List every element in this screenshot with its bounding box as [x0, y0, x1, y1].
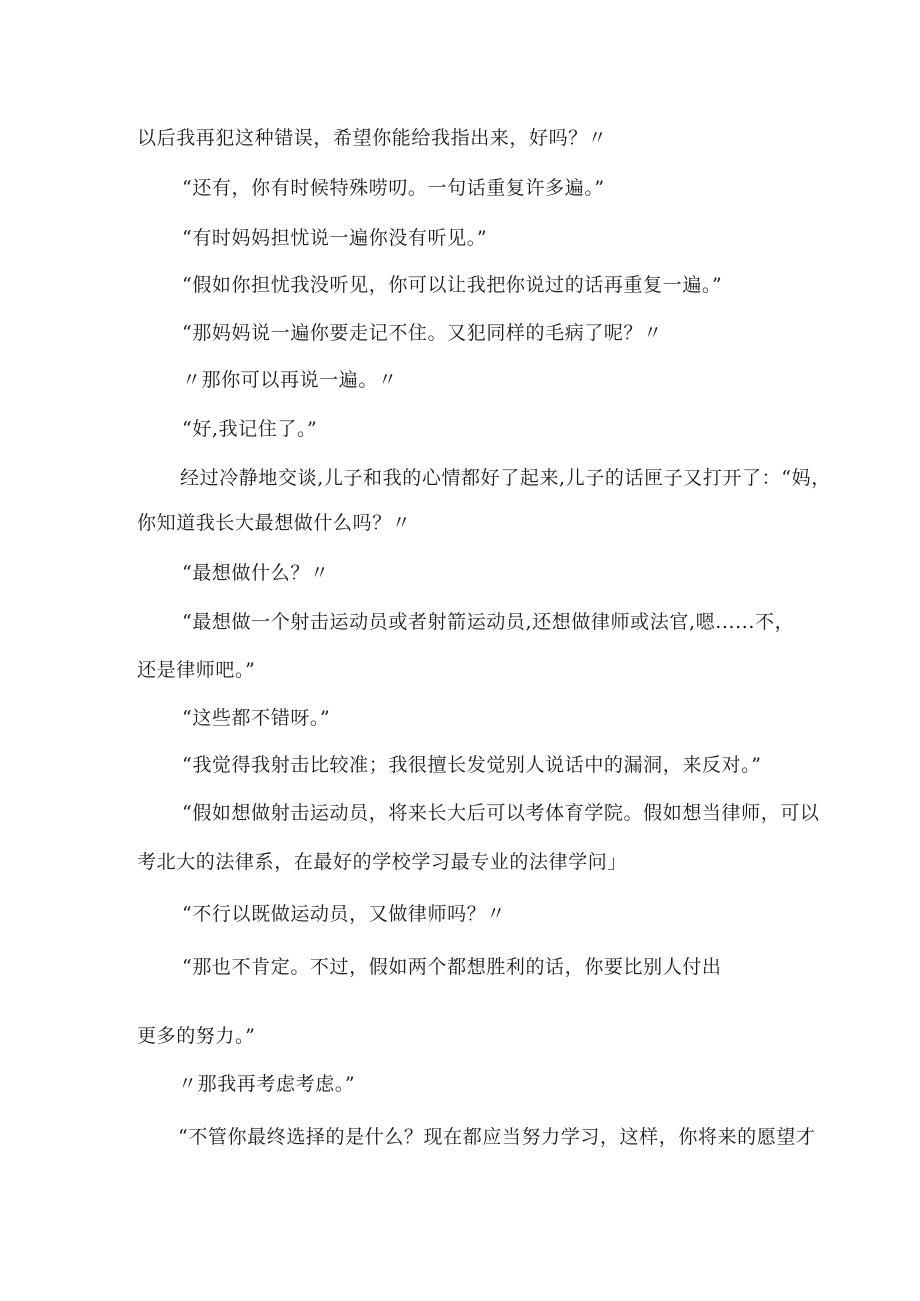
text-line: “这些都不错呀。” — [182, 707, 331, 729]
text-line: “最想做什么？〃 — [182, 562, 330, 584]
text-line: “最想做一个射击运动员或者射箭运动员,还想做律师或法官,嗯......不， — [182, 611, 795, 633]
text-line: 更多的努力。” — [137, 1025, 256, 1047]
text-line: “那也不肯定。不过，假如两个都想胜利的话，你要比别人付出 — [182, 956, 722, 978]
text-line: “不管你最终选择的是什么？现在都应当努力学习，这样，你将来的愿望才 — [178, 1126, 816, 1148]
text-line: 〃那你可以再说一遍。〃 — [182, 369, 398, 391]
text-line: “假如想做射击运动员，将来长大后可以考体育学院。假如想当律师，可以 — [182, 802, 820, 824]
text-line: 〃那我再考虑考虑。” — [178, 1073, 356, 1095]
text-line: “假如你担忧我没听见，你可以让我把你说过的话再重复一遍。” — [182, 274, 723, 296]
text-line: 你知道我长大最想做什么吗？〃 — [137, 512, 412, 534]
text-line: 还是律师吧。” — [137, 659, 256, 681]
text-line: “那妈妈说一遍你要走记不住。又犯同样的毛病了呢？〃 — [182, 322, 663, 344]
text-line: “我觉得我射击比较准；我很擅长发觉别人说话中的漏洞，来反对。” — [182, 754, 762, 776]
text-line: 以后我再犯这种错误，希望你能给我指出来，好吗？〃 — [137, 127, 608, 149]
text-line: “好,我记住了。” — [182, 418, 318, 440]
text-line: “不行以既做运动员，又做律师吗？〃 — [182, 903, 506, 925]
text-line: 经过冷静地交谈,儿子和我的心情都好了起来,儿子的话匣子又打开了：“妈， — [180, 467, 831, 489]
text-line: “有时妈妈担忧说一遍你没有听见。” — [182, 227, 488, 249]
text-line: “还有，你有时候特殊唠叨。一句话重复许多遍。” — [182, 177, 605, 199]
text-line: 考北大的法律系，在最好的学校学习最专业的法律学问」 — [137, 851, 628, 873]
